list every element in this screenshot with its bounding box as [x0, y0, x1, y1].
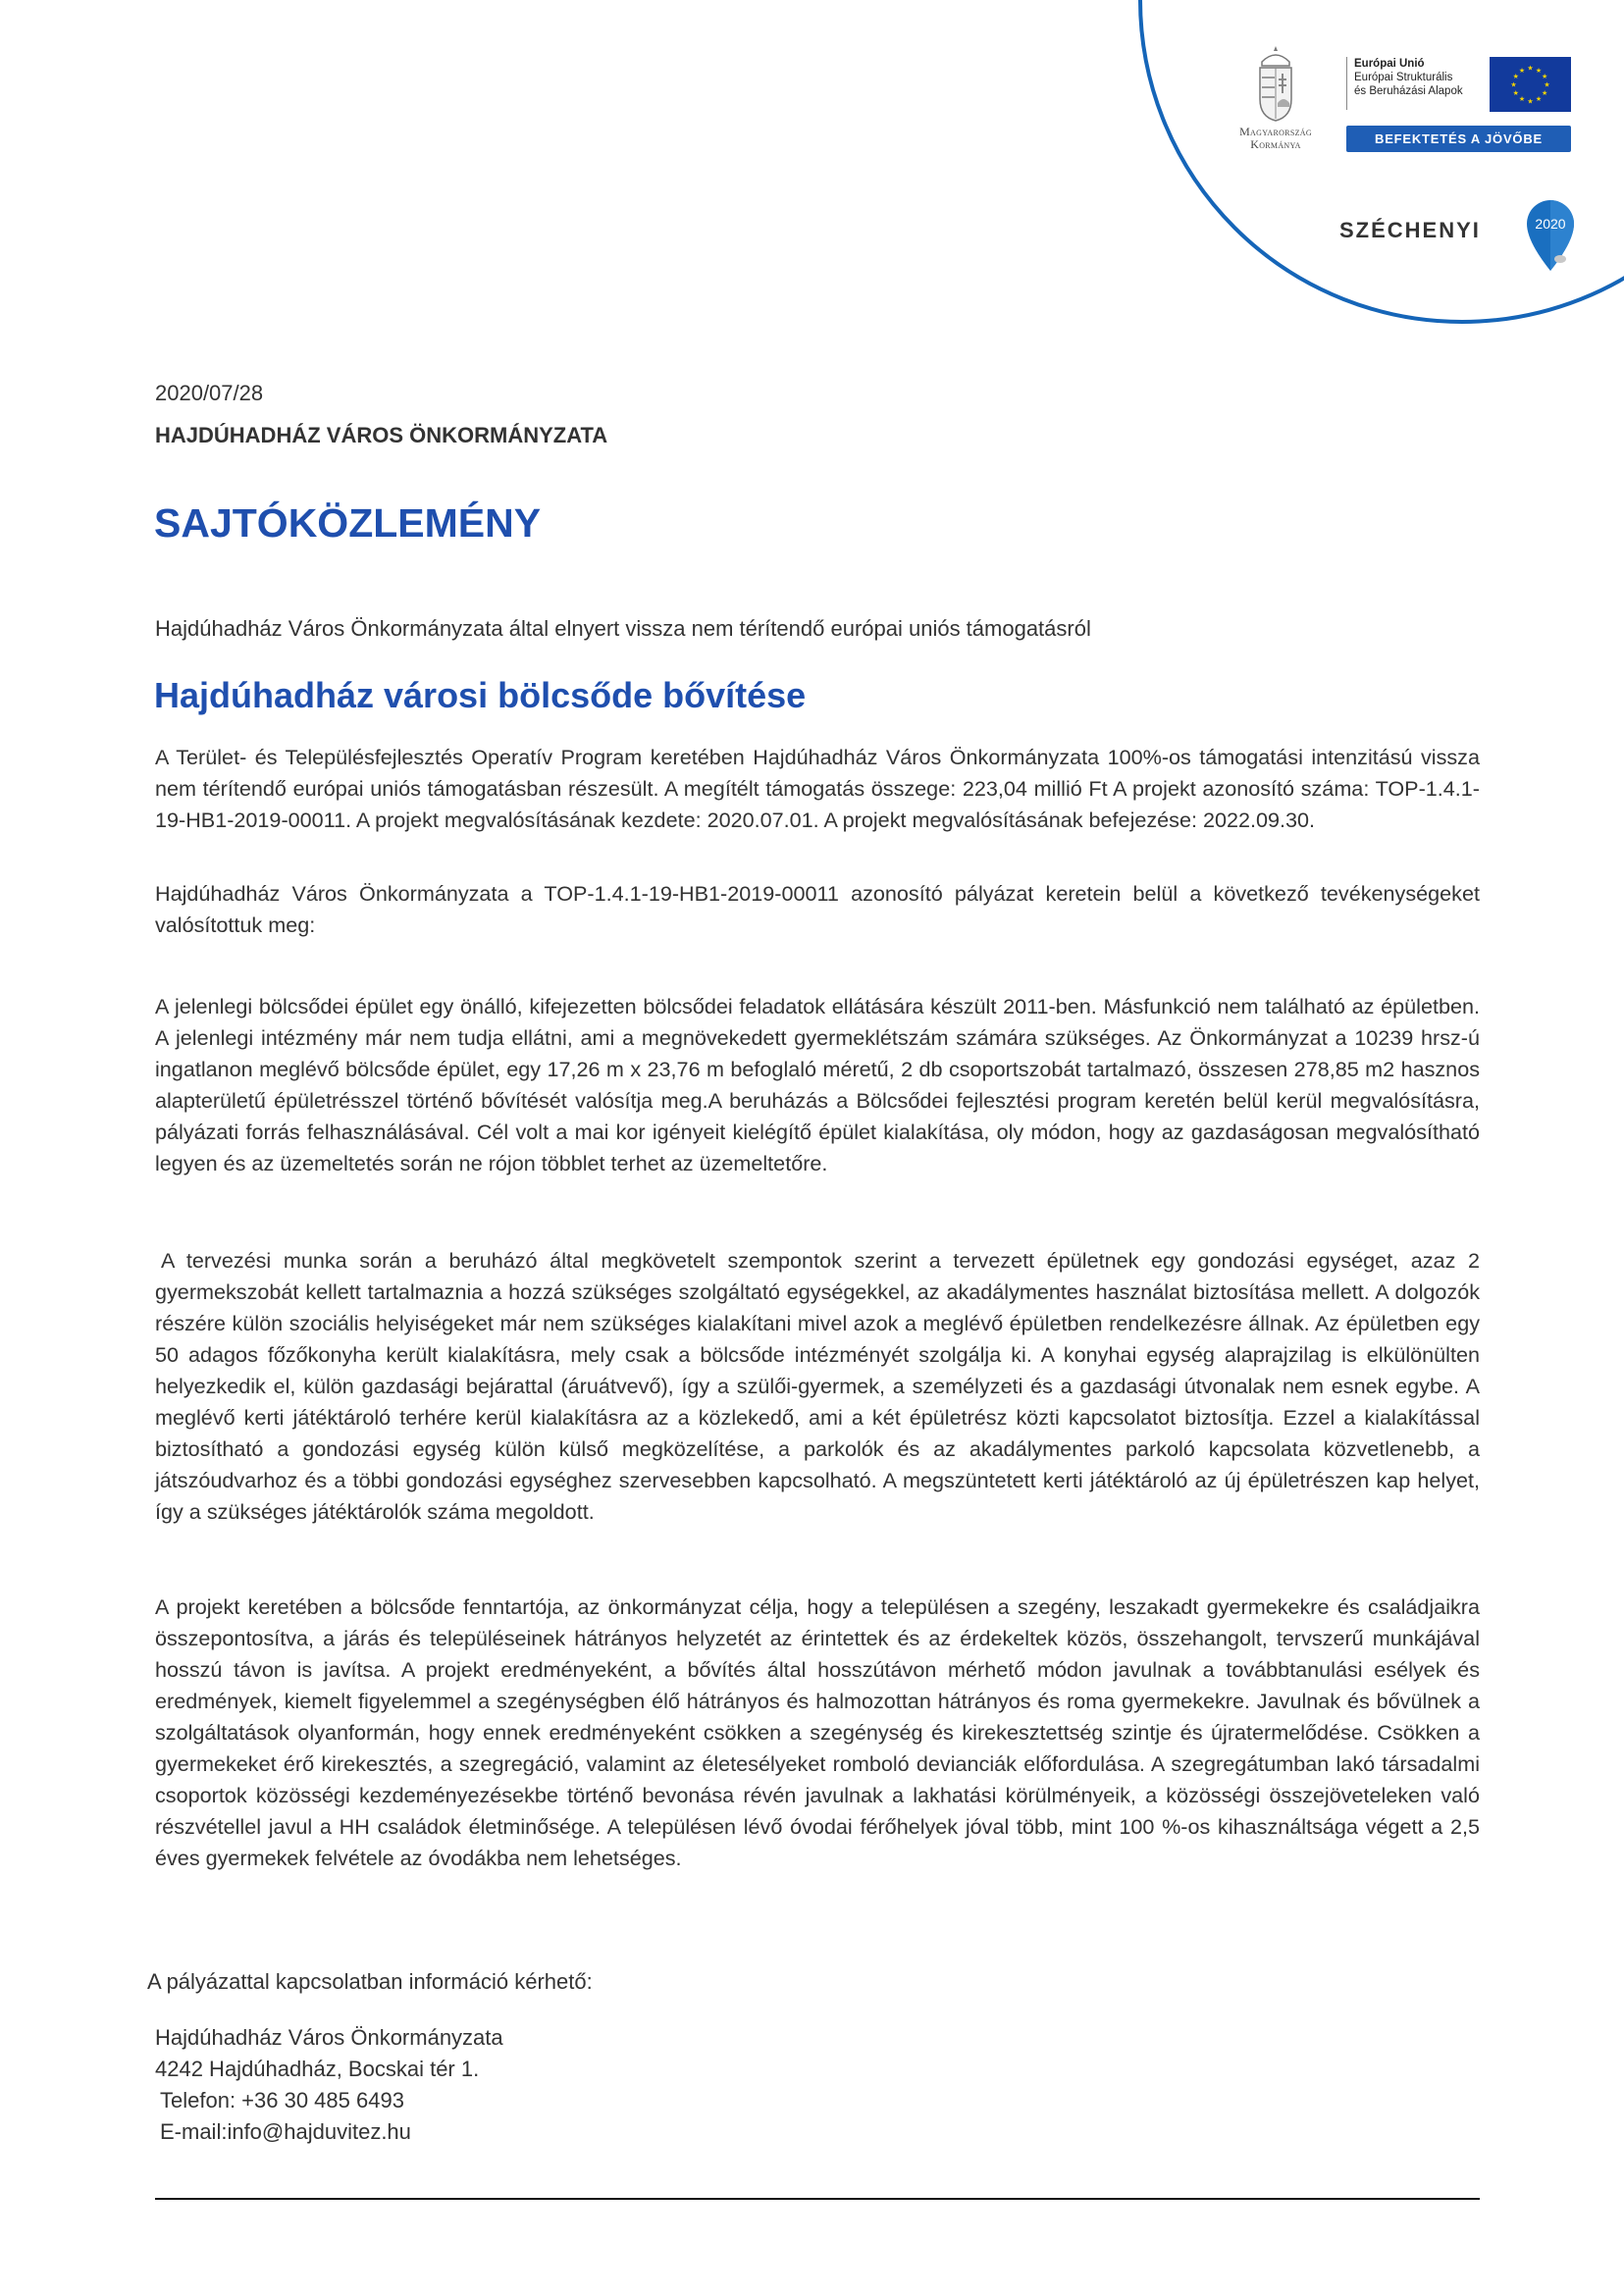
contact-intro: A pályázattal kapcsolatban információ kérhető:	[147, 1969, 593, 1994]
invest-in-future-banner: BEFEKTETÉS A JÖVŐBE	[1346, 126, 1571, 152]
eu-star-icon: ★	[1512, 74, 1519, 80]
eu-star-icon: ★	[1518, 67, 1526, 75]
organization-name: HAJDÚHADHÁZ VÁROS ÖNKORMÁNYZATA	[155, 423, 608, 447]
eu-star-icon: ★	[1544, 81, 1550, 89]
eu-logo-line2: Európai Strukturális	[1354, 72, 1453, 83]
document-title: SAJTÓKÖZLEMÉNY	[154, 500, 542, 546]
eu-logo-divider	[1346, 57, 1347, 110]
eu-star-icon: ★	[1535, 96, 1543, 104]
eu-star-icon: ★	[1535, 67, 1543, 75]
contact-name: Hajdúhadház Város Önkormányzata	[155, 2025, 503, 2050]
contact-address: 4242 Hajdúhadház, Bocskai tér 1.	[155, 2057, 480, 2081]
project-title: Hajdúhadház városi bölcsőde bővítése	[154, 675, 807, 715]
eu-star-icon: ★	[1512, 90, 1519, 97]
eu-logo-line3: és Beruházási Alapok	[1354, 85, 1463, 97]
government-logo-line2: Kormánya	[1250, 137, 1301, 151]
government-logo-text	[1217, 126, 1335, 151]
header-logos	[1217, 39, 1624, 294]
eu-logo-text	[1354, 57, 1463, 98]
paragraph-activities-intro: Hajdúhadház Város Önkormányzata a TOP-1.4.1-19-HB1-2019-00011 azonosító pályázat keretein belül a következő tevékenységeket valósítottuk meg:	[155, 881, 1480, 937]
paragraph-design-requirements: A tervezési munka során a beruházó által megkövetelt szempontok szerint a tervezett épületnek egy gondozási egységet, azaz 2 gyermekszobát kellett tartalmaznia a hozzá szükséges szolgáltató egységekkel, az akadálymentes használat biztosítása mellett. A dolgozók részére külön szociális helyiségeket már nem szükséges kialakítani mivel azok a meglévő épületben rendelkezésre állnak. Az épületben egy 50 adagos főzőkonyha került kialakításra, mely csak a bölcsőde intézményét szolgálja ki. A konyhai egység alaprajzilag is elkülönülten helyezkedik el, külön gazdasági bejárattal (áruátvevő), így a szülői-gyermek, a személyzeti és a gazdasági útvonalak nem esnek egybe. A meglévő kerti játéktároló terhére kerül kialakításra az a közlekedő, ami a két épületrész közti kapcsolatot biztosítja. Ezzel a kialakítással biztosítható a gondozási egység külön külső megközelítése, a parkolók és az akadálymentes parkoló kapcsolata közvetlenebb, a játszóudvarhoz és a többi gondozási egységhez szervesebben kapcsolható. A megszüntetett kerti játéktároló az új épületrészen kap helyet, így a szükséges játéktárolók száma megoldott.	[155, 1248, 1480, 1524]
paragraph-project-goals: A projekt keretében a bölcsőde fenntartója, az önkormányzat célja, hogy a településen a szegény, leszakadt gyermekekre és családjaikra összepontosítva, a járás és településeinek hátrányos helyzetét az érintettek és az érdekeltek közös, összehangolt, tervszerű munkájával hosszú távon is javítsa. A projekt eredményeként, a bővítés által hosszútávon mérhető módon javulnak a továbbtanulási esélyek és eredmények, kiemelt figyelemmel a szegénységben élő hátrányos és halmozottan hátrányos és roma gyermekekre. Javulnak és bővülnek a szolgáltatások olyanformán, hogy ennek eredményeként csökken a szegénység és kirekesztettség szintje és újratermelődése. Csökken a gyermekeket érő kirekesztés, a szegregáció, valamint az életesélyeket romboló devianciák előfordulása. A szegregátumban lakó társadalmi csoportok közösségi kezdeményezésekbe történő bevonása révén javulnak a lakhatási körülményeik, a közösségi összejöveteleken való részvétellel javul a HH családok életminősége. A településen lévő óvodai férőhelyek jóval több, mint 100 %-os kihasználtsága végett a 2,5 éves gyermekek felvétele az óvodákba nem lehetséges.	[155, 1594, 1480, 1870]
government-logo-line1: Magyarország	[1239, 125, 1312, 138]
paragraph-current-building: A jelenlegi bölcsődei épület egy önálló, kifejezetten bölcsődei feladatok ellátására készült 2011-ben. Másfunkció nem található az épületben. A jelenlegi intézmény már nem tudja ellátni, ami a megnövekedett gyermeklétszám számára szükséges. Az Önkormányzat a 10239 hrsz-ú ingatlanon meglévő bölcsőde épület, egy 17,26 m x 23,76 m befoglaló méretű, 2 db csoportszobát tartalmazó, összesen 278,85 m2 hasznos alapterületű épületrésszel történő bővítését valósítja meg.A beruházás a Bölcsődei fejlesztési program keretén belül kerül megvalósításra, pályázati forrás felhasználásával. Cél volt a mai kor igényeit kielégítő épület kialakítása, oly módon, hogy az gazdaságosan megvalósítható legyen és az üzemeltetés során ne rójon többlet terhet az üzemeltetőre.	[155, 994, 1480, 1175]
contact-phone[interactable]: Telefon: +36 30 485 6493	[160, 2088, 404, 2112]
map-pin-icon	[1525, 198, 1576, 275]
contact-block	[155, 2022, 503, 2148]
footer-divider	[155, 2198, 1480, 2200]
szechenyi-logo-text: SZÉCHENYI	[1339, 218, 1481, 242]
document-subtitle: Hajdúhadház Város Önkormányzata által elnyert vissza nem térítendő európai uniós támogatásról	[155, 616, 1091, 641]
eu-star-icon: ★	[1518, 96, 1526, 104]
eu-star-icon: ★	[1542, 90, 1548, 97]
pin-year-text: 2020	[1535, 216, 1566, 232]
eu-star-icon: ★	[1527, 65, 1534, 73]
paragraph-funding-summary: A Terület- és Településfejlesztés Operatív Program keretében Hajdúhadház Város Önkormányzata 100%-os támogatási intenzitású vissza nem térítendő európai uniós támogatásban részesült. A megítélt támogatás összege: 223,04 millió Ft A projekt azonosító száma: TOP-1.4.1-19-HB1-2019-00011. A projekt megvalósításának kezdete: 2020.07.01. A projekt megvalósításának befejezése: 2022.09.30.	[155, 745, 1480, 832]
contact-email[interactable]: E-mail:info@hajduvitez.hu	[160, 2119, 411, 2144]
eu-star-icon: ★	[1510, 81, 1517, 89]
eu-star-icon: ★	[1542, 74, 1548, 80]
hungarian-coat-of-arms-icon	[1254, 44, 1297, 123]
document-date: 2020/07/28	[155, 381, 264, 405]
eu-star-icon: ★	[1527, 98, 1534, 106]
eu-flag-icon	[1490, 57, 1571, 112]
eu-logo-title: Európai Unió	[1354, 58, 1425, 70]
